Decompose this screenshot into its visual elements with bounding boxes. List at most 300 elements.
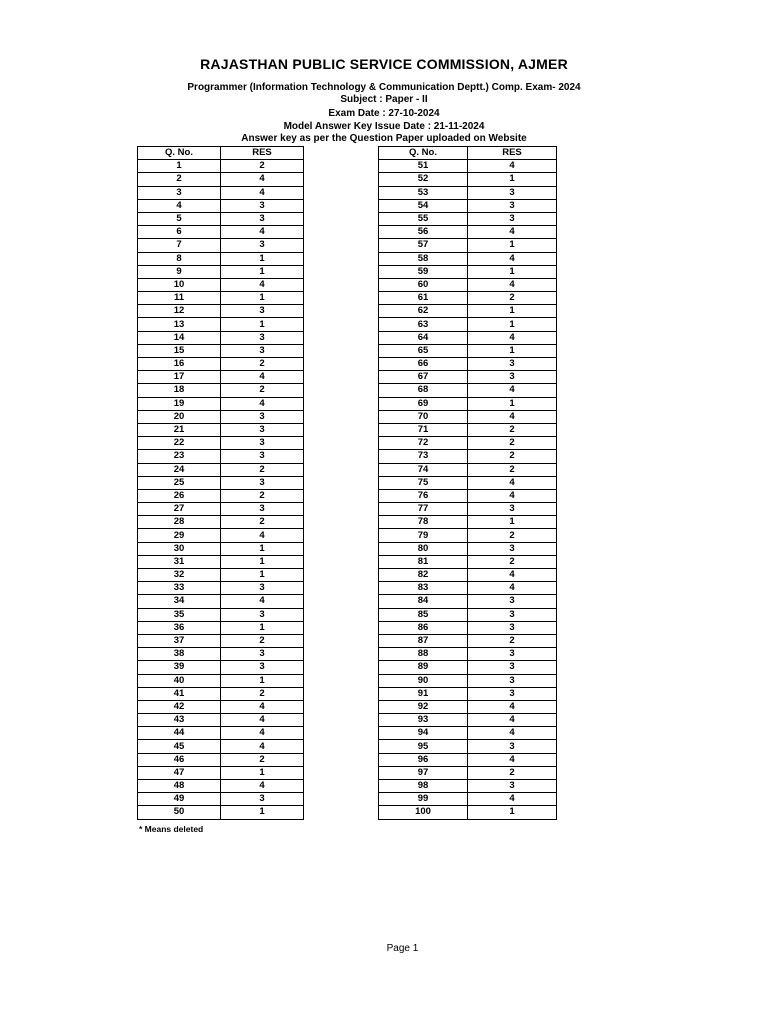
question-number: 80 xyxy=(379,542,468,555)
question-number: 31 xyxy=(138,555,221,568)
answer-result: 4 xyxy=(221,173,304,186)
answer-result: 3 xyxy=(221,212,304,225)
answer-result: 3 xyxy=(468,358,557,371)
table-row xyxy=(379,489,557,502)
table-row xyxy=(138,503,304,516)
question-number: 15 xyxy=(138,344,221,357)
question-number: 25 xyxy=(138,476,221,489)
question-number: 57 xyxy=(379,239,468,252)
question-number: 86 xyxy=(379,621,468,634)
question-number: 32 xyxy=(138,569,221,582)
answer-result: 4 xyxy=(468,252,557,265)
question-number: 2 xyxy=(138,173,221,186)
table-row xyxy=(138,212,304,225)
answer-result: 4 xyxy=(221,186,304,199)
answer-result: 4 xyxy=(221,714,304,727)
question-number: 56 xyxy=(379,226,468,239)
question-number: 54 xyxy=(379,199,468,212)
answer-result: 4 xyxy=(468,384,557,397)
table-row xyxy=(138,634,304,647)
table-row xyxy=(379,555,557,568)
table-row xyxy=(379,397,557,410)
answer-result: 4 xyxy=(221,727,304,740)
question-number: 44 xyxy=(138,727,221,740)
table-row xyxy=(379,239,557,252)
answer-result: 4 xyxy=(468,331,557,344)
answer-result: 4 xyxy=(221,700,304,713)
question-number: 71 xyxy=(379,423,468,436)
table-row xyxy=(138,516,304,529)
table-row xyxy=(379,634,557,647)
answer-result: 4 xyxy=(221,780,304,793)
answer-result: 1 xyxy=(468,305,557,318)
question-number: 39 xyxy=(138,661,221,674)
table-row xyxy=(138,793,304,806)
question-number: 81 xyxy=(379,555,468,568)
question-number: 90 xyxy=(379,674,468,687)
answer-result: 2 xyxy=(221,516,304,529)
exam-name: Programmer (Information Technology & Communication Deptt.) Comp. Exam- 2024 xyxy=(187,82,581,93)
answer-result: 2 xyxy=(468,634,557,647)
deleted-note: * Means deleted xyxy=(139,824,204,834)
answer-result: 3 xyxy=(221,239,304,252)
question-number: 23 xyxy=(138,450,221,463)
table-row xyxy=(138,265,304,278)
table-row xyxy=(138,423,304,436)
question-number: 51 xyxy=(379,160,468,173)
table-row xyxy=(138,648,304,661)
question-number: 48 xyxy=(138,780,221,793)
question-number: 98 xyxy=(379,780,468,793)
question-number: 53 xyxy=(379,186,468,199)
answer-result: 2 xyxy=(468,423,557,436)
page-number: Page 1 xyxy=(386,943,419,954)
question-number: 30 xyxy=(138,542,221,555)
table-row xyxy=(379,621,557,634)
question-number: 88 xyxy=(379,648,468,661)
table-row xyxy=(138,384,304,397)
table-row xyxy=(379,423,557,436)
question-number: 1 xyxy=(138,160,221,173)
question-number: 89 xyxy=(379,661,468,674)
question-number: 34 xyxy=(138,595,221,608)
table-row xyxy=(379,793,557,806)
answer-result: 1 xyxy=(468,173,557,186)
answer-result: 4 xyxy=(468,753,557,766)
question-number: 29 xyxy=(138,529,221,542)
question-number: 16 xyxy=(138,358,221,371)
qno-header: Q. No. xyxy=(379,147,468,160)
question-number: 96 xyxy=(379,753,468,766)
answer-result: 3 xyxy=(468,542,557,555)
answer-result: 4 xyxy=(468,569,557,582)
table-row xyxy=(379,265,557,278)
table-row xyxy=(379,529,557,542)
answer-result: 1 xyxy=(221,252,304,265)
table-row xyxy=(138,489,304,502)
answer-result: 3 xyxy=(468,674,557,687)
table-row xyxy=(379,371,557,384)
table-row xyxy=(138,397,304,410)
answer-result: 3 xyxy=(221,305,304,318)
table-row xyxy=(379,674,557,687)
answer-result: 2 xyxy=(221,463,304,476)
answer-table-left xyxy=(137,146,304,820)
table-row xyxy=(138,621,304,634)
question-number: 82 xyxy=(379,569,468,582)
answer-result: 2 xyxy=(221,160,304,173)
table-row xyxy=(138,278,304,291)
table-row xyxy=(379,173,557,186)
table-row xyxy=(138,753,304,766)
table-row xyxy=(379,503,557,516)
issue-date: Model Answer Key Issue Date : 21-11-2024 xyxy=(283,121,485,132)
answer-result: 3 xyxy=(468,595,557,608)
question-number: 84 xyxy=(379,595,468,608)
question-number: 74 xyxy=(379,463,468,476)
table-row xyxy=(138,661,304,674)
table-row xyxy=(379,476,557,489)
answer-result: 4 xyxy=(221,595,304,608)
answer-result: 2 xyxy=(468,766,557,779)
question-number: 41 xyxy=(138,687,221,700)
table-row xyxy=(138,199,304,212)
question-number: 20 xyxy=(138,410,221,423)
question-number: 63 xyxy=(379,318,468,331)
answer-result: 3 xyxy=(221,423,304,436)
answer-result: 3 xyxy=(221,503,304,516)
question-number: 18 xyxy=(138,384,221,397)
answer-result: 3 xyxy=(468,648,557,661)
table-row xyxy=(379,582,557,595)
table-row xyxy=(138,766,304,779)
table-row xyxy=(379,542,557,555)
answer-result: 1 xyxy=(468,318,557,331)
question-number: 85 xyxy=(379,608,468,621)
answer-result: 3 xyxy=(468,199,557,212)
table-row xyxy=(379,608,557,621)
question-number: 67 xyxy=(379,371,468,384)
table-row xyxy=(138,344,304,357)
question-number: 92 xyxy=(379,700,468,713)
answer-result: 1 xyxy=(221,318,304,331)
table-row xyxy=(138,371,304,384)
table-row xyxy=(138,252,304,265)
answer-result: 2 xyxy=(221,358,304,371)
table-row xyxy=(379,687,557,700)
answer-result: 4 xyxy=(221,740,304,753)
table-row xyxy=(379,437,557,450)
question-number: 95 xyxy=(379,740,468,753)
table-row xyxy=(138,318,304,331)
table-row xyxy=(379,305,557,318)
table-row xyxy=(379,806,557,819)
answer-result: 2 xyxy=(221,489,304,502)
table-row xyxy=(379,766,557,779)
answer-result: 1 xyxy=(468,265,557,278)
question-number: 42 xyxy=(138,700,221,713)
question-number: 37 xyxy=(138,634,221,647)
question-number: 78 xyxy=(379,516,468,529)
question-number: 5 xyxy=(138,212,221,225)
table-row xyxy=(138,582,304,595)
answer-result: 1 xyxy=(221,621,304,634)
answer-result: 1 xyxy=(468,516,557,529)
answer-result: 4 xyxy=(221,529,304,542)
answer-result: 4 xyxy=(468,226,557,239)
exam-date: Exam Date : 27-10-2024 xyxy=(328,108,440,119)
table-row xyxy=(379,753,557,766)
question-number: 79 xyxy=(379,529,468,542)
question-number: 36 xyxy=(138,621,221,634)
document-title: RAJASTHAN PUBLIC SERVICE COMMISSION, AJMER xyxy=(200,56,568,72)
question-number: 35 xyxy=(138,608,221,621)
answer-result: 3 xyxy=(221,410,304,423)
question-number: 47 xyxy=(138,766,221,779)
table-row xyxy=(379,292,557,305)
res-header: RES xyxy=(468,147,557,160)
question-number: 76 xyxy=(379,489,468,502)
answer-result: 3 xyxy=(221,450,304,463)
answer-result: 4 xyxy=(221,278,304,291)
answer-result: 4 xyxy=(468,410,557,423)
question-number: 38 xyxy=(138,648,221,661)
table-row xyxy=(379,661,557,674)
table-row xyxy=(379,714,557,727)
table-row xyxy=(379,516,557,529)
answer-result: 3 xyxy=(221,661,304,674)
answer-result: 2 xyxy=(221,687,304,700)
table-row xyxy=(379,252,557,265)
answer-result: 4 xyxy=(468,727,557,740)
answer-result: 3 xyxy=(221,793,304,806)
table-row xyxy=(379,212,557,225)
question-number: 43 xyxy=(138,714,221,727)
answer-result: 2 xyxy=(468,529,557,542)
question-number: 65 xyxy=(379,344,468,357)
answer-result: 1 xyxy=(468,806,557,819)
table-row xyxy=(138,780,304,793)
answer-result: 3 xyxy=(221,437,304,450)
table-row xyxy=(138,358,304,371)
question-number: 64 xyxy=(379,331,468,344)
answer-result: 1 xyxy=(221,292,304,305)
question-number: 46 xyxy=(138,753,221,766)
table-row xyxy=(138,555,304,568)
question-number: 61 xyxy=(379,292,468,305)
answer-result: 1 xyxy=(221,265,304,278)
question-number: 70 xyxy=(379,410,468,423)
question-number: 73 xyxy=(379,450,468,463)
answer-result: 4 xyxy=(468,489,557,502)
table-row xyxy=(138,608,304,621)
question-number: 13 xyxy=(138,318,221,331)
table-row xyxy=(138,529,304,542)
answer-result: 3 xyxy=(468,661,557,674)
answer-result: 2 xyxy=(468,437,557,450)
question-number: 11 xyxy=(138,292,221,305)
table-row xyxy=(138,476,304,489)
answer-result: 3 xyxy=(468,687,557,700)
question-number: 69 xyxy=(379,397,468,410)
answer-result: 4 xyxy=(221,397,304,410)
table-row xyxy=(138,687,304,700)
answer-key-note: Answer key as per the Question Paper uploaded on Website xyxy=(241,133,527,144)
question-number: 66 xyxy=(379,358,468,371)
table-row xyxy=(379,318,557,331)
answer-result: 1 xyxy=(468,239,557,252)
question-number: 68 xyxy=(379,384,468,397)
answer-result: 2 xyxy=(468,555,557,568)
question-number: 19 xyxy=(138,397,221,410)
question-number: 60 xyxy=(379,278,468,291)
table-row xyxy=(138,714,304,727)
table-row xyxy=(379,780,557,793)
answer-result: 1 xyxy=(221,555,304,568)
answer-result: 2 xyxy=(221,634,304,647)
question-number: 58 xyxy=(379,252,468,265)
question-number: 24 xyxy=(138,463,221,476)
qno-header: Q. No. xyxy=(138,147,221,160)
answer-result: 3 xyxy=(468,740,557,753)
answer-result: 4 xyxy=(468,476,557,489)
question-number: 7 xyxy=(138,239,221,252)
table-row xyxy=(379,331,557,344)
answer-result: 1 xyxy=(221,766,304,779)
question-number: 83 xyxy=(379,582,468,595)
table-row xyxy=(379,463,557,476)
table-row xyxy=(138,173,304,186)
answer-result: 4 xyxy=(468,700,557,713)
table-row xyxy=(138,305,304,318)
table-row xyxy=(138,674,304,687)
table-row xyxy=(138,595,304,608)
answer-result: 4 xyxy=(221,371,304,384)
question-number: 97 xyxy=(379,766,468,779)
answer-result: 3 xyxy=(468,621,557,634)
answer-result: 1 xyxy=(221,806,304,819)
question-number: 8 xyxy=(138,252,221,265)
table-row xyxy=(379,278,557,291)
answer-result: 4 xyxy=(468,160,557,173)
question-number: 26 xyxy=(138,489,221,502)
table-row xyxy=(138,700,304,713)
answer-result: 2 xyxy=(468,450,557,463)
table-row xyxy=(138,226,304,239)
table-row xyxy=(138,292,304,305)
answer-result: 3 xyxy=(468,608,557,621)
question-number: 91 xyxy=(379,687,468,700)
table-row xyxy=(379,344,557,357)
question-number: 28 xyxy=(138,516,221,529)
answer-result: 2 xyxy=(468,292,557,305)
question-number: 21 xyxy=(138,423,221,436)
answer-result: 3 xyxy=(468,212,557,225)
question-number: 77 xyxy=(379,503,468,516)
table-row xyxy=(379,358,557,371)
question-number: 45 xyxy=(138,740,221,753)
question-number: 6 xyxy=(138,226,221,239)
table-row xyxy=(379,648,557,661)
table-row xyxy=(138,463,304,476)
table-row xyxy=(138,727,304,740)
answer-result: 1 xyxy=(468,397,557,410)
table-row xyxy=(379,727,557,740)
table-row xyxy=(379,186,557,199)
table-row xyxy=(379,450,557,463)
table-row xyxy=(379,569,557,582)
question-number: 3 xyxy=(138,186,221,199)
question-number: 72 xyxy=(379,437,468,450)
answer-result: 3 xyxy=(221,331,304,344)
question-number: 14 xyxy=(138,331,221,344)
answer-result: 3 xyxy=(221,476,304,489)
answer-result: 4 xyxy=(468,793,557,806)
answer-result: 1 xyxy=(221,542,304,555)
table-row xyxy=(379,199,557,212)
table-row xyxy=(138,569,304,582)
question-number: 59 xyxy=(379,265,468,278)
answer-result: 4 xyxy=(221,226,304,239)
answer-result: 3 xyxy=(221,344,304,357)
question-number: 99 xyxy=(379,793,468,806)
answer-result: 4 xyxy=(468,714,557,727)
question-number: 27 xyxy=(138,503,221,516)
answer-result: 3 xyxy=(468,503,557,516)
question-number: 49 xyxy=(138,793,221,806)
res-header: RES xyxy=(221,147,304,160)
answer-result: 1 xyxy=(221,674,304,687)
question-number: 12 xyxy=(138,305,221,318)
table-row xyxy=(138,160,304,173)
question-number: 9 xyxy=(138,265,221,278)
table-row xyxy=(379,384,557,397)
question-number: 52 xyxy=(379,173,468,186)
answer-result: 4 xyxy=(468,278,557,291)
question-number: 10 xyxy=(138,278,221,291)
answer-result: 3 xyxy=(221,648,304,661)
question-number: 50 xyxy=(138,806,221,819)
table-row xyxy=(138,437,304,450)
answer-table-right xyxy=(378,146,557,820)
table-row xyxy=(379,226,557,239)
table-row xyxy=(138,186,304,199)
question-number: 94 xyxy=(379,727,468,740)
answer-result: 3 xyxy=(468,371,557,384)
answer-result: 2 xyxy=(221,384,304,397)
answer-result: 2 xyxy=(468,463,557,476)
answer-result: 3 xyxy=(221,582,304,595)
table-row xyxy=(138,740,304,753)
table-row xyxy=(138,239,304,252)
table-row xyxy=(379,410,557,423)
question-number: 33 xyxy=(138,582,221,595)
answer-result: 4 xyxy=(468,582,557,595)
answer-result: 2 xyxy=(221,753,304,766)
table-row xyxy=(138,806,304,819)
answer-result: 3 xyxy=(468,186,557,199)
table-row xyxy=(138,542,304,555)
answer-result: 3 xyxy=(221,608,304,621)
answer-result: 3 xyxy=(468,780,557,793)
table-row xyxy=(379,700,557,713)
answer-result: 3 xyxy=(221,199,304,212)
subject: Subject : Paper - II xyxy=(340,94,428,105)
table-row xyxy=(138,331,304,344)
question-number: 4 xyxy=(138,199,221,212)
question-number: 100 xyxy=(379,806,468,819)
question-number: 93 xyxy=(379,714,468,727)
